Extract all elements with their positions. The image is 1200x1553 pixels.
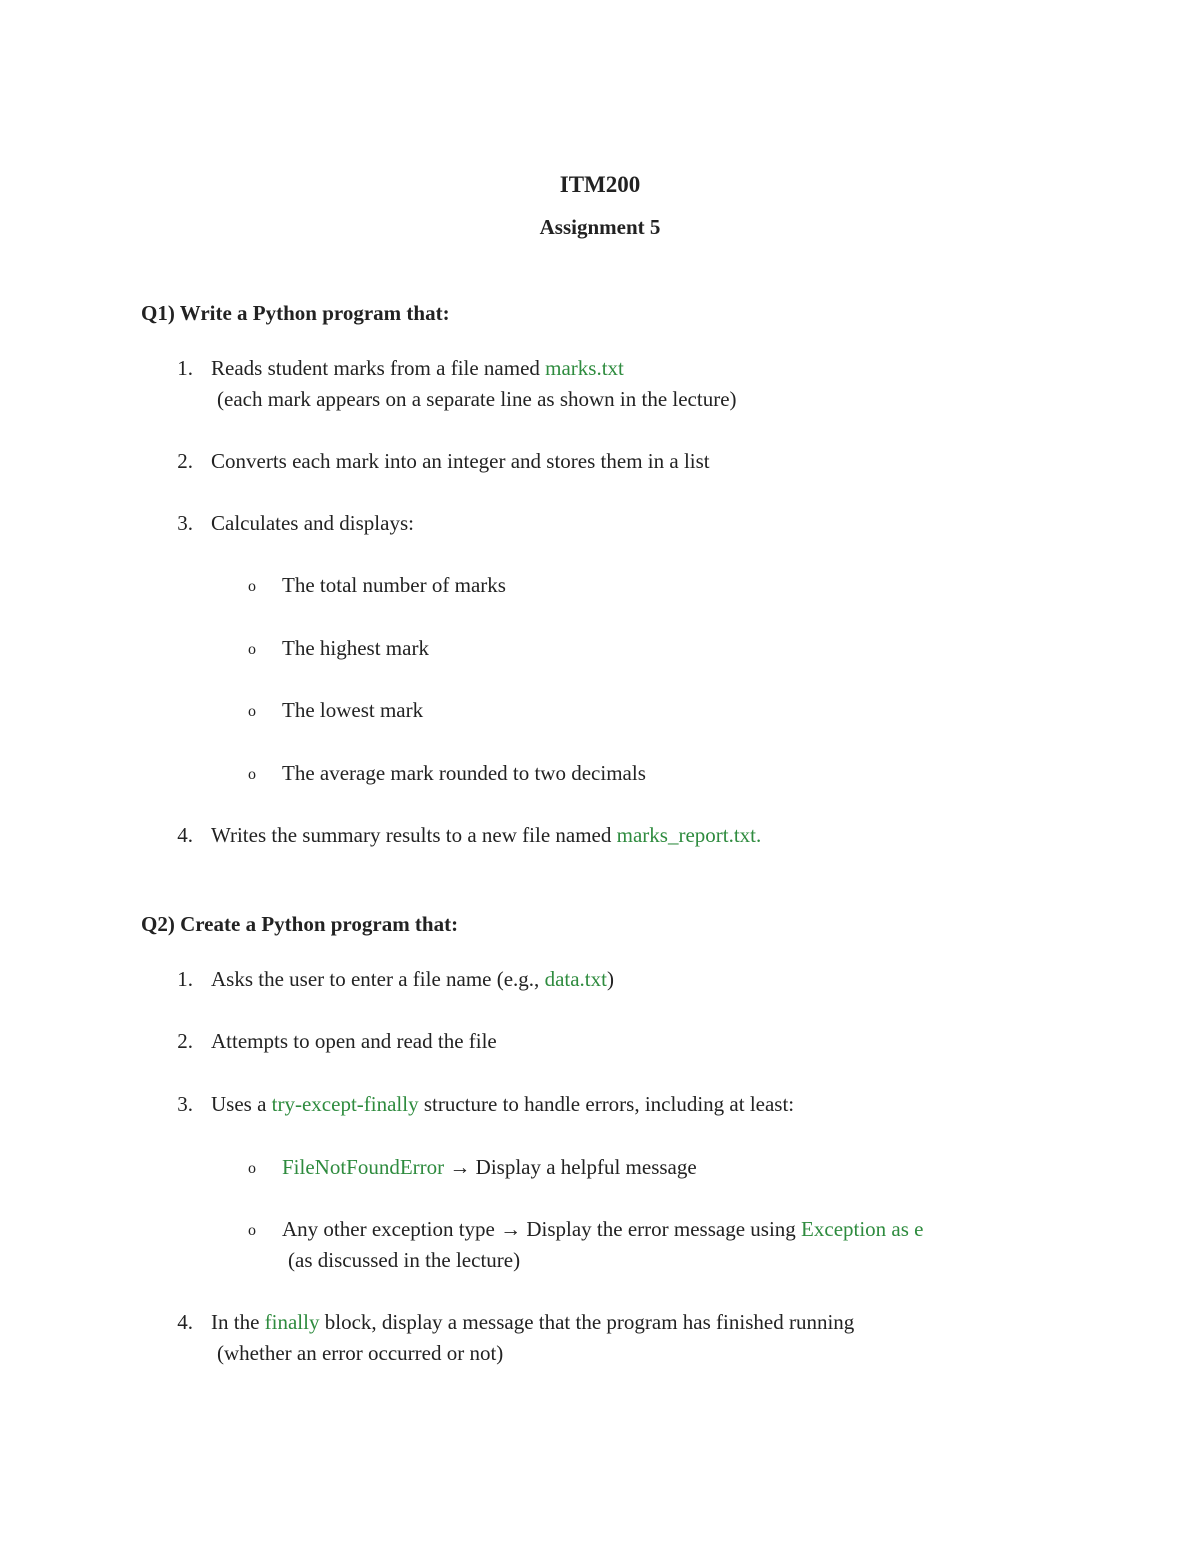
q2-item3-text: [211, 1091, 794, 1117]
q2-item4-pre: In the: [211, 1310, 265, 1334]
q1-item1-code: marks.txt: [545, 356, 624, 380]
q2-sub2-pre: Any other exception type → Display the error message using: [282, 1217, 802, 1241]
bullet-icon: o: [248, 641, 256, 658]
q1-sub4-text: The average mark rounded to two decimals: [282, 761, 646, 785]
q2-item4-code: finally: [264, 1310, 320, 1334]
q2-heading: Q2) Create a Python program that:: [141, 912, 459, 936]
q2-item1-text: [211, 966, 614, 992]
q1-item4-text: [211, 822, 761, 848]
q2-item4-text: [211, 1309, 854, 1335]
q2-sub1-text: [282, 1154, 697, 1180]
q1-sub2-text: The highest mark: [282, 636, 429, 660]
bullet-icon: o: [248, 766, 256, 783]
q2-sub2-continuation: (as discussed in the lecture): [288, 1248, 521, 1272]
q2-item4-post: block, display a message that the program has finished running: [319, 1310, 855, 1334]
bullet-icon: o: [248, 1222, 256, 1239]
q1-item1-number: 1.: [177, 356, 193, 380]
q1-item4-number: 4.: [177, 823, 193, 847]
q2-item1-post: ): [606, 967, 614, 991]
document-title: ITM200: [559, 172, 641, 197]
q2-item2-text: Attempts to open and read the file: [211, 1029, 497, 1053]
q2-item1-code: data.txt: [544, 967, 607, 991]
q2-sub2-text: [282, 1216, 924, 1242]
q2-item1-pre: Asks the user to enter a file name (e.g.,: [211, 967, 545, 991]
q1-item4-code: marks_report.txt.: [616, 823, 762, 847]
q2-item4-continuation: (whether an error occurred or not): [217, 1341, 504, 1365]
bullet-icon: o: [248, 1160, 256, 1177]
q2-item4-number: 4.: [177, 1310, 193, 1334]
q1-item2-number: 2.: [177, 449, 193, 473]
q2-item3-number: 3.: [177, 1092, 193, 1116]
q1-item1-continuation: (each mark appears on a separate line as shown in the lecture): [217, 387, 737, 411]
q2-item1-number: 1.: [177, 967, 193, 991]
q2-sub1-code: FileNotFoundError: [282, 1155, 445, 1179]
q1-heading: Q1) Write a Python program that:: [141, 301, 450, 325]
bullet-icon: o: [248, 578, 256, 595]
q1-item3-number: 3.: [177, 511, 193, 535]
q2-sub1-post: → Display a helpful message: [444, 1155, 697, 1179]
q2-item3-code: try-except-finally: [271, 1092, 419, 1116]
q2-item3-pre: Uses a: [211, 1092, 272, 1116]
q1-item2-text: Converts each mark into an integer and stores them in a list: [211, 449, 710, 473]
q1-sub1-text: The total number of marks: [282, 573, 506, 597]
bullet-icon: o: [248, 703, 256, 720]
q1-item4-pre: Writes the summary results to a new file named: [211, 823, 617, 847]
q1-sub3-text: The lowest mark: [282, 698, 424, 722]
q2-item2-number: 2.: [177, 1029, 193, 1053]
q1-item3-text: Calculates and displays:: [211, 511, 414, 535]
q2-sub2-code: Exception as e: [801, 1217, 924, 1241]
q1-item1-text: [211, 355, 624, 381]
q1-item1-pre: Reads student marks from a file named: [211, 356, 546, 380]
document-subtitle: Assignment 5: [539, 215, 661, 239]
q2-item3-post: structure to handle errors, including at least:: [418, 1092, 795, 1116]
